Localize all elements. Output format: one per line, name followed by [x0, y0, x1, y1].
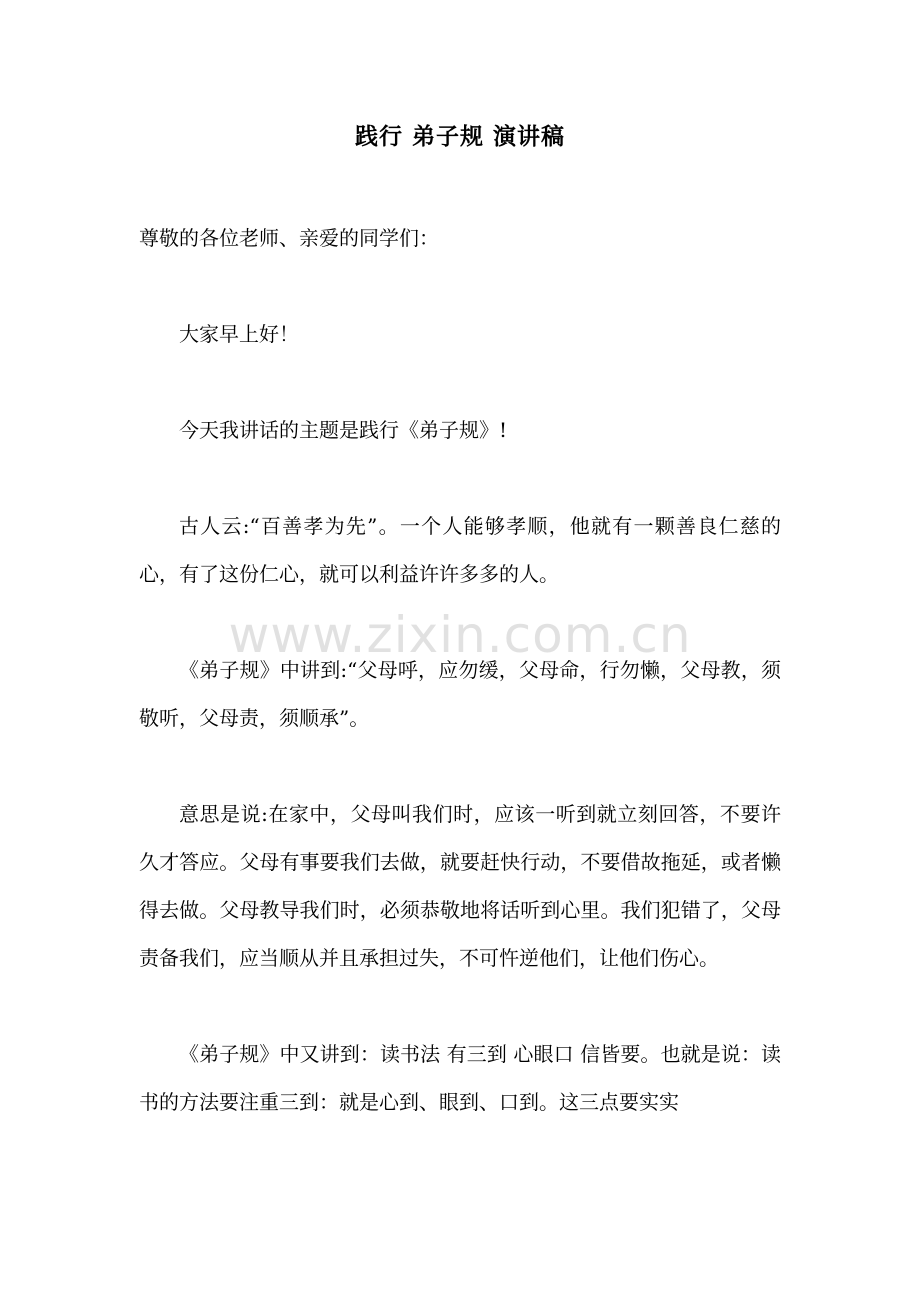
paragraph-meaning: 意思是说:在家中，父母叫我们时，应该一听到就立刻回答，不要许久才答应。父母有事要我们去做，就要赶快行动，不要借故拖延，或者懒得去做。父母教导我们时，必须恭敬地将话听到心里。我们犯错了，父母责备我们，应当顺从并且承担过失，不可忤逆他们，让他们伤心。: [139, 802, 781, 970]
document-title: 践行 弟子规 演讲稿: [354, 124, 565, 150]
paragraph-filial-piety: 古人云:“百善孝为先”。一个人能够孝顺，他就有一颗善良仁慈的心，有了这份仁心，就可以利益许许多多的人。: [139, 514, 781, 586]
paragraph-quote: 《弟子规》中讲到:“父母呼，应勿缓，父母命，行勿懒，父母教，须敬听，父母责，须顺承”。: [139, 658, 781, 730]
salutation: 尊敬的各位老师、亲爱的同学们：: [139, 226, 439, 250]
watermark-text: www.zixin.com.cn: [228, 606, 692, 664]
paragraph-greeting: 大家早上好！: [179, 322, 299, 346]
document-body: [139, 214, 781, 1174]
paragraph-reading-method: 《弟子规》中又讲到：读书法 有三到 心眼口 信皆要。也就是说：读书的方法要注重三到：就是心到、眼到、口到。这三点要实实: [139, 1042, 781, 1114]
paragraph-topic: 今天我讲话的主题是践行《弟子规》!: [179, 418, 508, 442]
